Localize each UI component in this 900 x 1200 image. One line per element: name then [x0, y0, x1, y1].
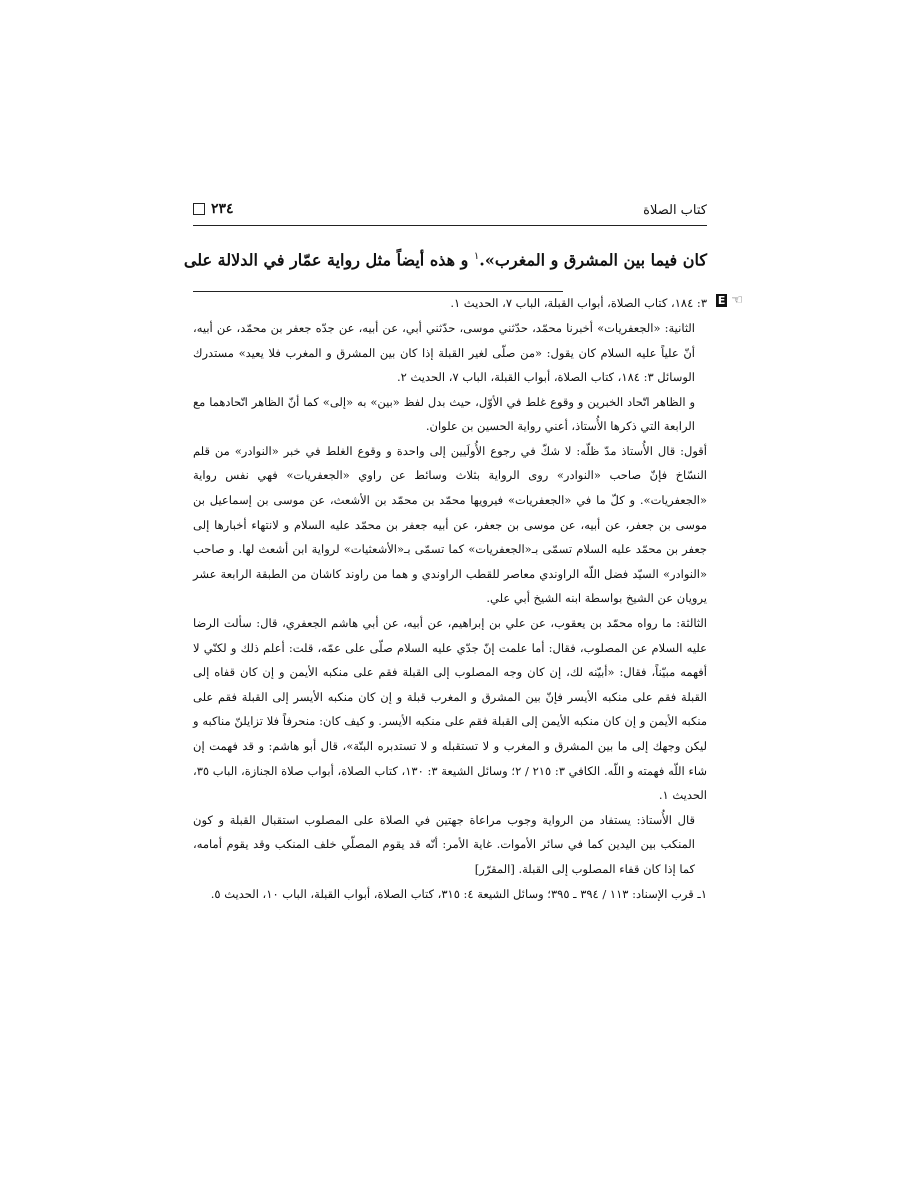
square-icon	[193, 203, 205, 215]
book-title: كتاب الصلاة	[643, 203, 707, 218]
body-text: كان فيما بين المشرق و المغرب».	[479, 250, 707, 270]
footnote-para-0: ٣: ١٨٤، كتاب الصلاة، أبواب القبلة، الباب ٧، الحديث ١.	[450, 296, 707, 311]
footnote-para: أقول: قال الأُستاذ مدّ ظلّه: لا شكّ في رجوع الأُولَيين إلى واحدة و وقوع الغلط في خبر «النوادر» من قلم النسّاخ فإنّ صاحب «النوادر» روى الرواية بثلاث وسائط عن راوي «الجعفريات» فهي نفس رواية «الجعفريات». و كلّ ما في «الجعفريات» فيرويها محمّد بن محمّد بن الأشعث، عن موسى بن إسماعيل بن موسى بن جعفر، عن أبيه، عن موسى بن جعفر، عن أبيه جعفر بن محمّد عليه السلام و لانتهاء أخبارها إلى جعفر بن محمّد عليه السلام تسمّى بـ«الجعفريات» كما تسمّى بـ«الأشعثيات» لرواية ابن أشعث لها. و صاحب «النوادر» السيّد فضل اللّه الراوندي معاصر للقطب الراوندي و هما من راوند كاشان من الطبقة الرابعة عشر يرويان عن الشيخ بواسطة ابنه الشيخ أبي علي.	[193, 443, 707, 606]
marker-letter: E	[717, 294, 726, 308]
pointing-hand-icon: ☜	[731, 293, 743, 309]
page-number-group	[193, 201, 234, 217]
footnote-marker	[716, 294, 743, 307]
footnotes	[193, 291, 743, 906]
page	[183, 195, 743, 906]
footnote-para: الثالثة: ما رواه محمّد بن يعقوب، عن علي بن إبراهيم، عن أبيه، عن أبي هاشم الجعفري، قال: سألت الرضا عليه السلام عن المصلوب، فقال: أما علمت إنّ جدّي عليه السلام صلّى على عمّه، قلت: أعلم ذلك و لكنّي لا أفهمه مبيّناً، فقال: «أبيّنه لك، إن كان وجه المصلوب إلى القبلة فقم على منكبه الأيمن و إن كان قفاه إلى القبلة فقم على منكبه الأيسر فإنّ بين المشرق و المغرب قبلة و إن كان منكبه الأيسر إلى القبلة فقم على منكبه الأيمن و إن كان منكبه الأيمن إلى القبلة فقم على منكبه الأيسر. و كيف كان: منحرفاً فلا تزايلنّ مناكبه و ليكن وجهك إلى ما بين المشرق و المغرب و لا تستقبله و لا تستدبره البتّة»، قال أبو هاشم: و قد فهمت إن شاء اللّه فهمته و اللّه. الكافي ٣: ٢١٥ / ٢؛ وسائل الشيعة ٣: ١٣٠، كتاب الصلاة، أبواب صلاة الجنازة، الباب ٣٥، الحديث ١.	[193, 616, 708, 803]
body-text-line	[183, 242, 707, 275]
body-text-rest: و هذه أيضاً مثل رواية عمّار في الدلالة على	[183, 250, 474, 270]
footnote-ref: ١	[473, 251, 480, 262]
footnote-para: ١ـ قرب الإسناد: ١١٣ / ٣٩٤ ـ ٣٩٥؛ وسائل الشيعة ٤: ٣١٥، كتاب الصلاة، أبواب القبلة، الباب ١٠، الحديث ٥.	[210, 886, 707, 901]
page-number: ٢٣٤	[211, 201, 234, 217]
footnote-para: الثانية: «الجعفريات» أخبرنا محمّد، حدّثني موسى، حدّثني أبي، عن أبيه، عن جدّه جعفر بن محمّد، عن أبيه، أنّ علياً عليه السلام كان يقول: «من صلّى لغير القبلة إذا كان بين المشرق و المغرب فلا يعيد» مستدرك الوسائل ٣: ١٨٤، كتاب الصلاة، أبواب القبلة، الباب ٧، الحديث ٢.	[193, 320, 695, 385]
running-header	[193, 195, 707, 226]
footnote-para: قال الأُستاذ: يستفاد من الرواية وجوب مراعاة جهتين في الصلاة على المصلوب استقبال القبلة و كون المنكب بين اليدين كما في سائر الأموات. غاية الأمر: أنّه قد يقوم المصلّي خلف المنكب وقد يقوم أمامه، كما إذا كان قفاء المصلوب إلى القبلة. [المقرّر]	[193, 812, 695, 876]
footnote-para: و الظاهر اتّحاد الخبرين و وقوع غلط في الأوّل، حيث بدل لفظ «بين» به «إلى» كما أنّ الظاهر اتّحادهما مع الرابعة التي ذكرها الأُستاذ، أعني رواية الحسين بن علوان.	[193, 394, 695, 434]
footnote-continuation	[193, 291, 743, 316]
